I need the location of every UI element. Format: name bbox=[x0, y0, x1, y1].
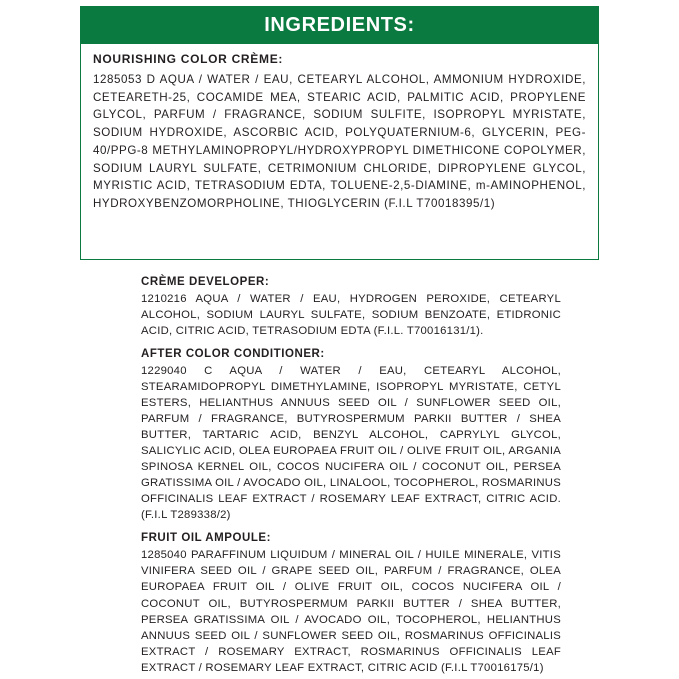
fruit-oil-ampoule-title: FRUIT OIL AMPOULE: bbox=[141, 532, 272, 545]
fruit-oil-ampoule-body: 1285040 PARAFFINUM LIQUIDUM / MINERAL OIL / HUILE MINERALE, VITIS VINIFERA SEED OIL / GRAPE SEED OIL, PARFUM / FRAGRANCE, OLEA EUROPAEA FRUIT OIL / OLIVE FRUIT OIL, COCOS NUCIFERA OIL / COCONUT OIL, BUTYROSPERMUM PARKII BUTTER / SHEA BUTTER, PERSEA GRATISSIMA OIL / AVOCADO OIL, TOCOPHEROL, HELIANTHUS ANNUUS SEED OIL / SUNFLOWER SEED OIL, ROSMARINUS OFFICINALIS EXTRACT / ROSEMARY EXTRACT, ROSMARINUS OFFICINALIS LEAF EXTRACT / ROSEMARY LEAF EXTRACT, CITRIC ACID (F.I.L T70016175/1) bbox=[141, 549, 561, 674]
ingredients-header-bar bbox=[80, 6, 599, 44]
nourishing-color-creme-body: 1285053 D AQUA / WATER / EAU, CETEARYL ALCOHOL, AMMONIUM HYDROXIDE, CETEARETH-25, COCAMIDE MEA, STEARIC ACID, PALMITIC ACID, PROPYLENE GLYCOL, PARFUM / FRAGRANCE, SODIUM SULFITE, ISOPROPYL MYRISTATE, SODIUM HYDROXIDE, ASCORBIC ACID, POLYQUATERNIUM-6, GLYCERIN, PEG-40/PPG-8 METHYLAMINOPROPYL/HYDROXYPROPYL DIMETHICONE COPOLYMER, SODIUM LAURYL SULFATE, CETRIMONIUM CHLORIDE, DIPROPYLENE GLYCOL, MYRISTIC ACID, TETRASODIUM EDTA, TOLUENE-2,5-DIAMINE, m-AMINOPHENOL, HYDROXYBENZOMORPHOLINE, THIOGLYCERIN (F.I.L T70018395/1) bbox=[93, 73, 586, 211]
after-color-conditioner-body: 1229040 C AQUA / WATER / EAU, CETEARYL ALCOHOL, STEARAMIDOPROPYL DIMETHYLAMINE, ISOPROPYL MYRISTATE, CETYL ESTERS, HELIANTHUS ANNUUS SEED OIL / SUNFLOWER SEED OIL, PARFUM / FRAGRANCE, BUTYROSPERMUM PARKII BUTTER / SHEA BUTTER, TARTARIC ACID, BENZYL ALCOHOL, CAPRYLYL GLYCOL, SALICYLIC ACID, OLEA EUROPAEA FRUIT OIL / OLIVE FRUIT OIL, ARGANIA SPINOSA KERNEL OIL, COCOS NUCIFERA OIL / COCONUT OIL, PERSEA GRATISSIMA OIL / AVOCADO OIL, LINALOOL, TOCOPHEROL, ROSMARINUS OFFICINALIS LEAF EXTRACT / ROSEMARY LEAF EXTRACT, CITRIC ACID. (F.I.L T289338/2) bbox=[141, 365, 561, 522]
creme-developer-title: CRÈME DEVELOPER: bbox=[141, 276, 270, 288]
creme-developer-block bbox=[141, 276, 561, 339]
page-title: INGREDIENTS: bbox=[264, 13, 415, 36]
after-color-conditioner-block bbox=[141, 348, 561, 523]
nourishing-color-creme-block bbox=[80, 44, 599, 260]
after-color-conditioner-title: AFTER COLOR CONDITIONER: bbox=[141, 348, 325, 361]
fruit-oil-ampoule-block bbox=[141, 532, 561, 675]
additional-sections bbox=[141, 276, 561, 676]
creme-developer-body: 1210216 AQUA / WATER / EAU, HYDROGEN PEROXIDE, CETEARYL ALCOHOL, SODIUM LAURYL SULFATE, SODIUM BENZOATE, ETIDRONIC ACID, CITRIC ACID, TETRASODIUM EDTA (F.I.L. T70016131/1). bbox=[141, 293, 561, 338]
nourishing-color-creme-title: NOURISHING COLOR CRÈME: bbox=[93, 52, 284, 66]
